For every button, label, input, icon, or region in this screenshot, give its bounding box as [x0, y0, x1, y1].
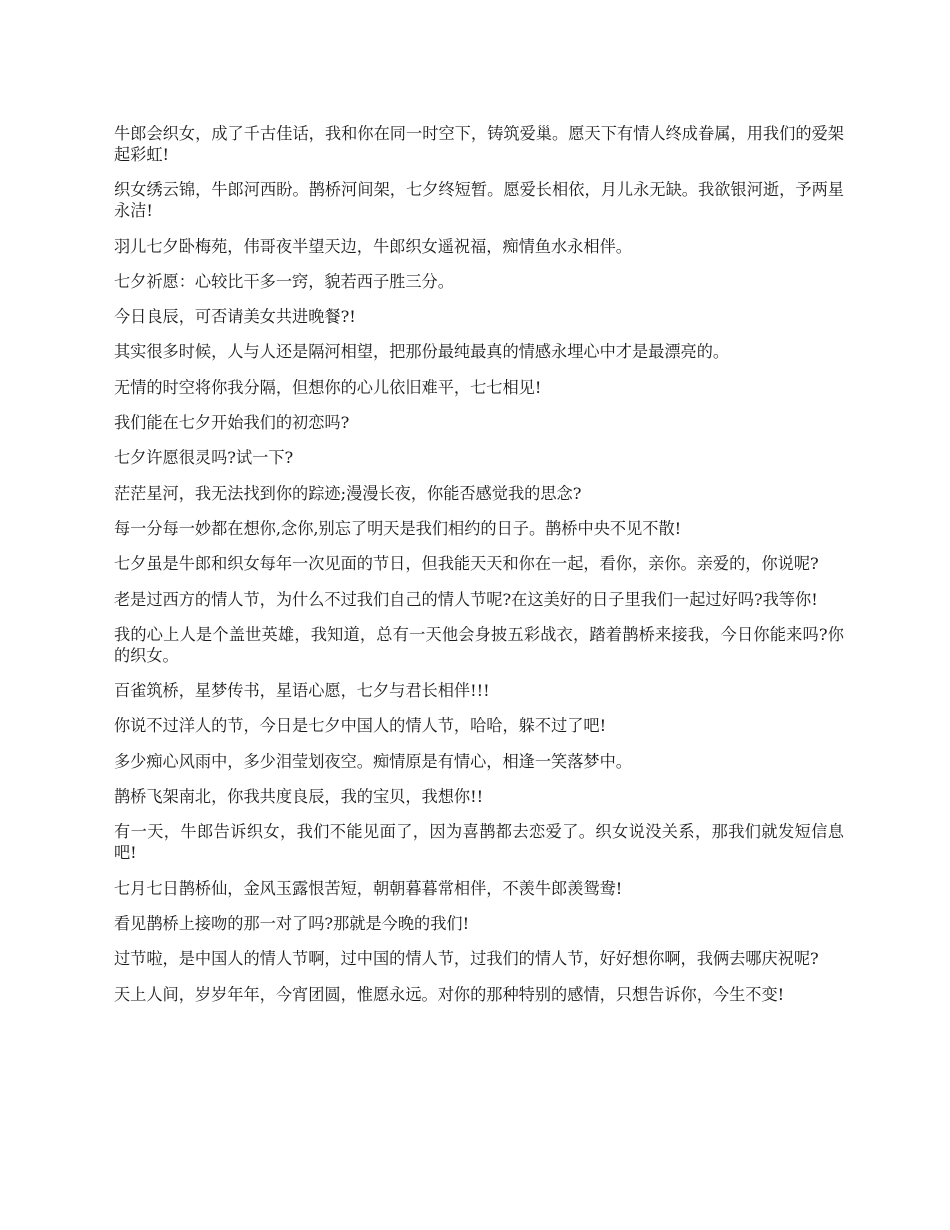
paragraph: 看见鹊桥上接吻的那一对了吗?那就是今晚的我们!: [114, 913, 470, 933]
paragraph: 七月七日鹊桥仙，金风玉露恨苦短，朝朝暮暮常相伴，不羡牛郎羡鸳鸯!: [114, 878, 623, 898]
paragraph: 有一天，牛郎告诉织女，我们不能见面了，因为喜鹊都去恋爱了。织女说没关系，那我们就发短信息吧!: [114, 822, 844, 863]
paragraph: 七夕祈愿：心较比干多一窍，貌若西子胜三分。: [114, 271, 454, 291]
paragraph: 我们能在七夕开始我们的初恋吗?: [114, 413, 350, 433]
paragraph: 七夕虽是牛郎和织女每年一次见面的节日，但我能天天和你在一起，看你，亲你。亲爱的，你说呢?: [114, 554, 819, 574]
paragraph: 牛郎会织女，成了千古佳话，我和你在同一时空下，铸筑爱巢。愿天下有情人终成眷属，用我们的爱架起彩虹!: [114, 124, 844, 164]
paragraph: 你说不过洋人的节，今日是七夕中国人的情人节，哈哈，躲不过了吧!: [114, 716, 607, 736]
document-body: [114, 123, 844, 1019]
paragraph: 过节啦，是中国人的情人节啊，过中国的情人节，过我们的情人节，好好想你啊，我俩去哪庆祝呢?: [114, 949, 819, 969]
paragraph: 老是过西方的情人节，为什么不过我们自己的情人节呢?在这美好的日子里我们一起过好吗?我等你!: [114, 589, 818, 609]
paragraph: 天上人间，岁岁年年，今宵团圆，惟愿永远。对你的那种特别的感情，只想告诉你，今生不变!: [114, 984, 785, 1004]
paragraph: 百雀筑桥，星梦传书，星语心愿，七夕与君长相伴!!!: [114, 681, 490, 701]
paragraph: 其实很多时候，人与人还是隔河相望，把那份最纯最真的情感永埋心中才是最漂亮的。: [114, 342, 730, 362]
paragraph: 鹊桥飞架南北，你我共度良辰，我的宝贝，我想你!!: [114, 787, 484, 807]
paragraph: 茫茫星河，我无法找到你的踪迹;漫漫长夜，你能否感觉我的思念?: [114, 483, 582, 503]
paragraph: 每一分每一妙都在想你,念你,别忘了明天是我们相约的日子。鹊桥中央不见不散!: [114, 518, 682, 538]
paragraph: 今日良辰，可否请美女共进晚餐?!: [114, 307, 356, 327]
paragraph: 多少痴心风雨中，多少泪莹划夜空。痴情原是有情心，相逢一笑落梦中。: [114, 751, 632, 771]
paragraph: 七夕许愿很灵吗?试一下?: [114, 448, 294, 468]
paragraph: 羽儿七夕卧梅苑，伟哥夜半望天边，牛郎织女遥祝福，痴情鱼水永相伴。: [114, 236, 632, 256]
paragraph: 无情的时空将你我分隔，但想你的心儿依旧难平，七七相见!: [114, 377, 542, 397]
paragraph: 织女绣云锦，牛郎河西盼。鹊桥河间架，七夕终短暂。愿爱长相依，月儿永无缺。我欲银河逝，予两星永洁!: [114, 180, 844, 221]
paragraph: 我的心上人是个盖世英雄，我知道，总有一天他会身披五彩战衣，踏着鹊桥来接我，今日你能来吗?你的织女。: [114, 624, 844, 665]
